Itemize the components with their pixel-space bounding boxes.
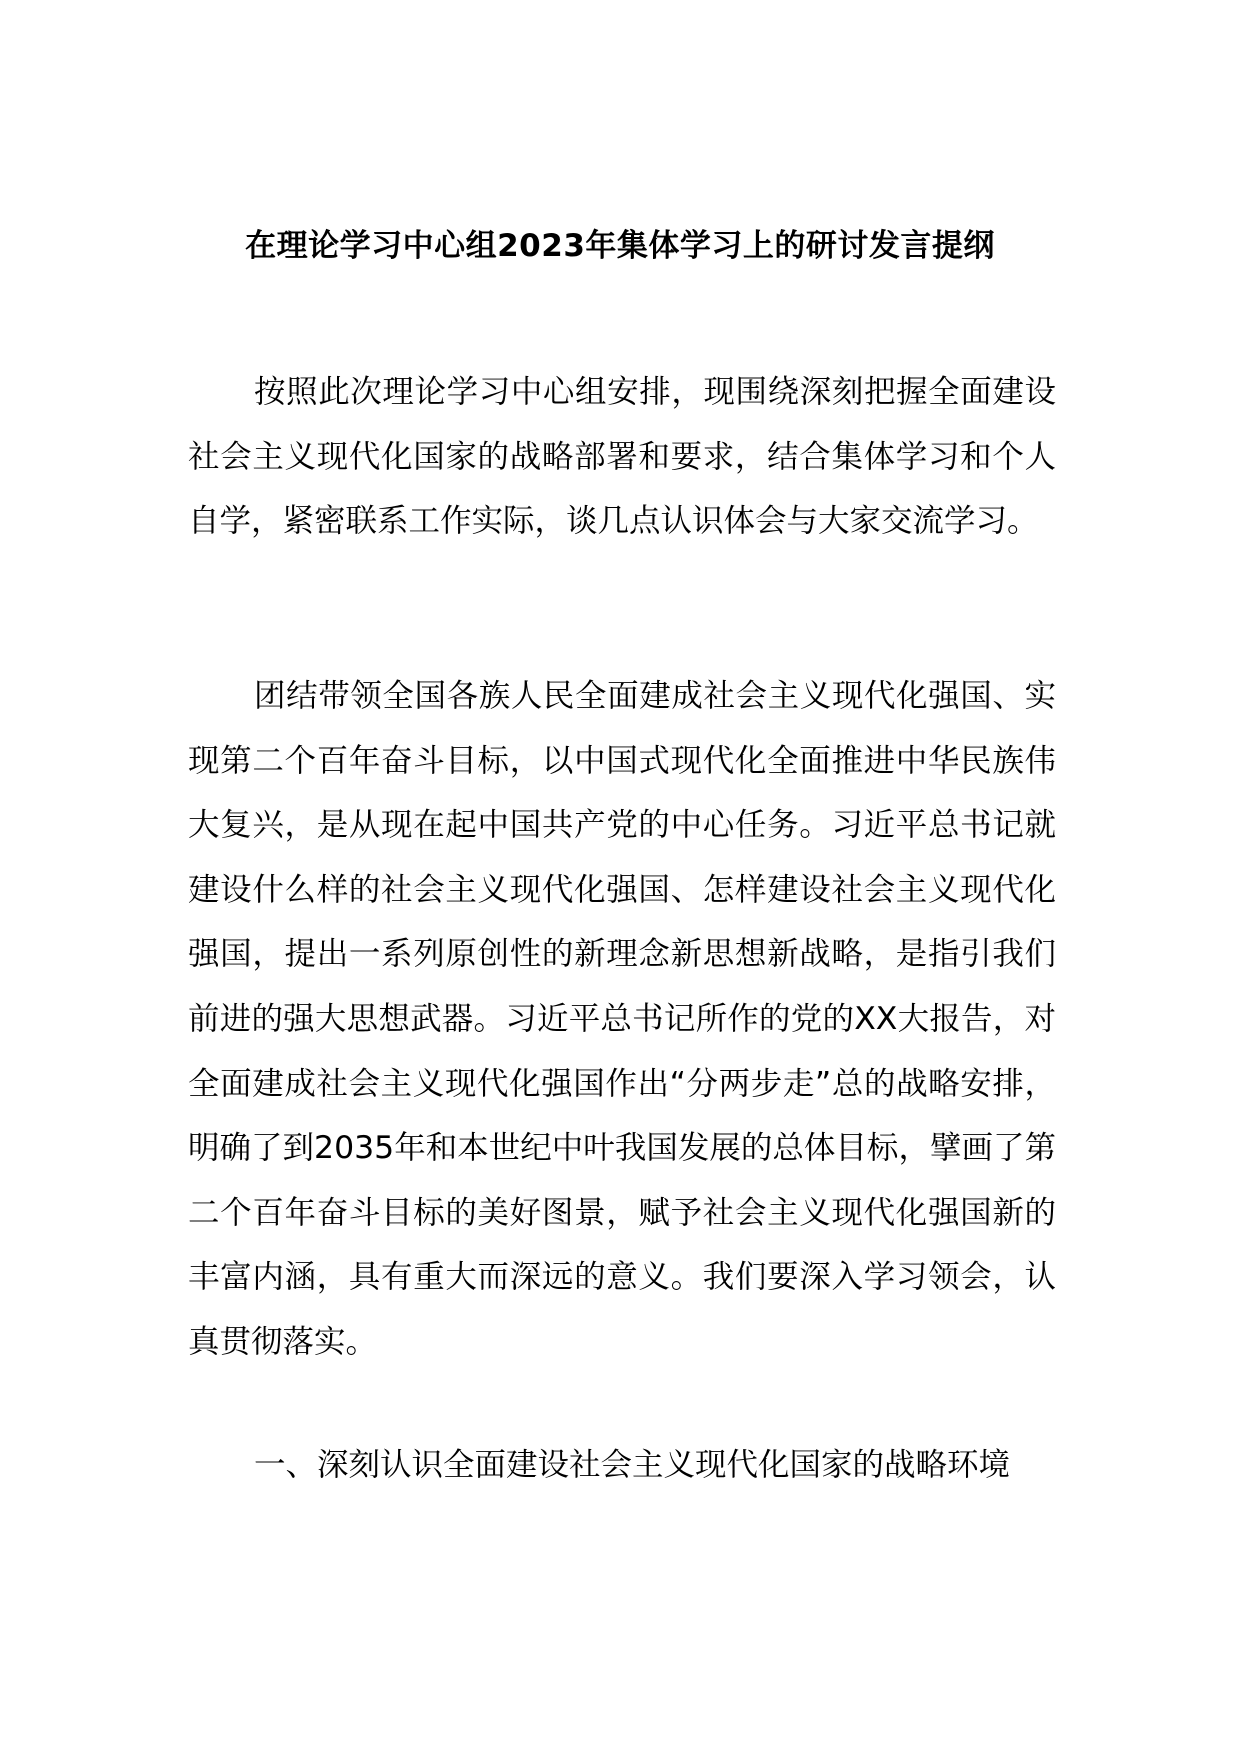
document-title: 在理论学习中心组2023年集体学习上的研讨发言提纲 <box>245 228 995 264</box>
body-paragraph: 团结带领全国各族人民全面建成社会主义现代化强国、实现第二个百年奋斗目标，以中国式现代化全面推进中华民族伟大复兴，是从现在起中国共产党的中心任务。习近平总书记就建设什么样的社会主义现代化强国、怎样建设社会主义现代化强国，提出一系列原创性的新理念新思想新战略，是指引我们前进的强大思想武器。习近平总书记所作的党的XX大报告，对全面建成社会主义现代化强国作出“分两步走”总的战略安排，明确了到2035年和本世纪中叶我国发展的总体目标，擘画了第二个百年奋斗目标的美好图景，赋予社会主义现代化强国新的丰富内涵，具有重大而深远的意义。我们要深入学习领会，认真贯彻落实。 <box>188 678 1056 1360</box>
intro-paragraph: 按照此次理论学习中心组安排，现围绕深刻把握全面建设社会主义现代化国家的战略部署和要求，结合集体学习和个人自学，紧密联系工作实际，谈几点认识体会与大家交流学习。 <box>188 374 1056 540</box>
section-heading-1: 一、深刻认识全面建设社会主义现代化国家的战略环境 <box>254 1447 1011 1483</box>
